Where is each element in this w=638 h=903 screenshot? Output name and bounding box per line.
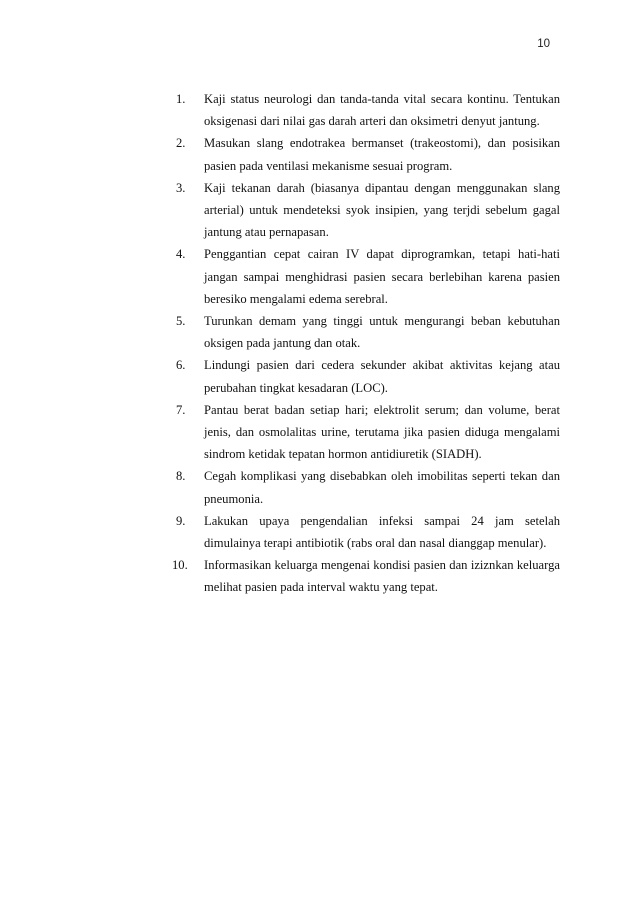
list-item-number: 1. [176, 92, 186, 106]
list-item-text: Turunkan demam yang tinggi untuk mengurangi beban kebutuhan oksigen pada jantung dan otak. [204, 314, 560, 351]
list-item [176, 510, 560, 554]
list-item-number: 3. [176, 180, 186, 195]
list-item [172, 554, 560, 598]
list-item-text: Kaji status neurologi dan tanda-tanda vital secara kontinu. Tentukan oksigenasi dari nilai gas darah arteri dan oksimetri denyut jantung. [204, 92, 560, 129]
list-item [176, 88, 560, 132]
list-item-number: 9. [176, 513, 186, 528]
list-item-number: 7. [176, 402, 186, 417]
numbered-list [172, 88, 560, 599]
list-item-text: Pantau berat badan setiap hari; elektrolit serum; dan volume, berat jenis, dan osmolalitas urine, terutama jika pasien diduga mengalami sindrom ketidak tepatan hormon antidiuretik (SIADH). [204, 402, 560, 462]
list-item-number: 8. [176, 469, 186, 484]
list-item-text: Cegah komplikasi yang disebabkan oleh imobilitas seperti tekan dan pneumonia. [204, 469, 560, 506]
list-item-number: 10. [172, 558, 188, 573]
list-item-text: Penggantian cepat cairan IV dapat diprogramkan, tetapi hati-hati jangan sampai menghidrasi pasien secara berlebihan karena pasien beresiko mengalami edema serebral. [204, 247, 560, 306]
page-number: 10 [537, 38, 550, 50]
list-item [176, 132, 560, 176]
list-item-number: 6. [176, 358, 186, 373]
list-item [176, 310, 560, 354]
list-item-number: 2. [176, 136, 186, 151]
list-item [176, 243, 560, 310]
list-item-text: Masukan slang endotrakea bermanset (trakeostomi), dan posisikan pasien pada ventilasi mekanisme sesuai program. [204, 136, 560, 173]
list-item [176, 399, 560, 466]
list-item-text: Informasikan keluarga mengenai kondisi pasien dan iziznkan keluarga melihat pasien pada interval waktu yang tepat. [204, 558, 560, 595]
list-item-text: Lindungi pasien dari cedera sekunder akibat aktivitas kejang atau perubahan tingkat kesadaran (LOC). [204, 358, 560, 395]
list-item-text: Lakukan upaya pengendalian infeksi sampai 24 jam setelah dimulainya terapi antibiotik (rabs oral dan nasal dianggap menular). [204, 513, 560, 551]
list-item [176, 354, 560, 398]
list-item-number: 5. [176, 314, 186, 329]
list-item [176, 465, 560, 509]
list-item-text: Kaji tekanan darah (biasanya dipantau dengan menggunakan slang arterial) untuk mendeteksi syok insipien, yang terjdi sebelum gagal jantung atau pernapasan. [204, 180, 560, 240]
list-item-number: 4. [176, 247, 186, 262]
list-item [176, 177, 560, 244]
